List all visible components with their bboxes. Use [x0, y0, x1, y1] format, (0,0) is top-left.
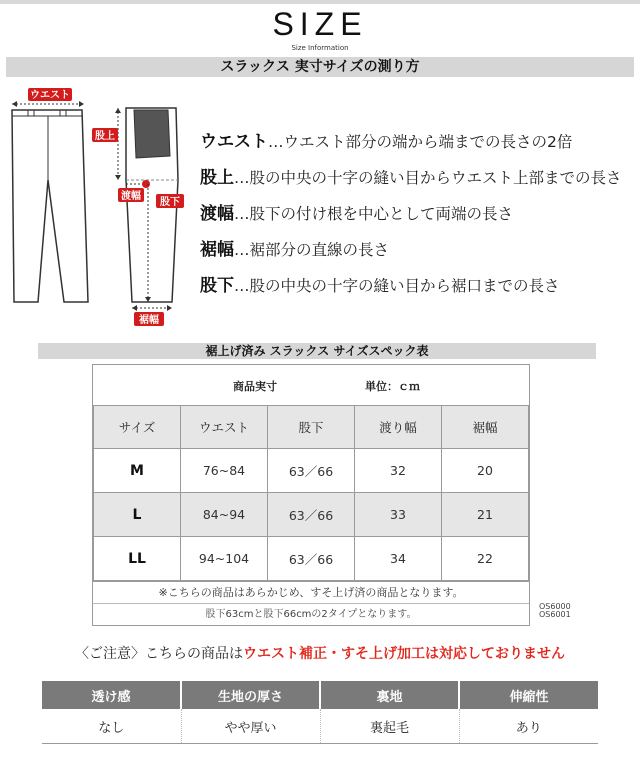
table-row	[94, 537, 529, 581]
table-row	[94, 493, 529, 537]
column-header: サイズ	[94, 406, 181, 449]
thigh-cell: 33	[355, 493, 442, 537]
fabric-header: 透け感	[42, 681, 181, 709]
crotch-point	[142, 180, 150, 188]
definition-item	[200, 124, 640, 160]
thigh-cell: 34	[355, 537, 442, 581]
product-code: OS6001	[539, 610, 571, 619]
fabric-value: なし	[42, 709, 181, 744]
definition-term: 渡幅	[200, 204, 234, 224]
fabric-header: 裏地	[320, 681, 459, 709]
definition-description: …股の中央の十字の縫い目から裾口までの長さ	[234, 277, 560, 295]
definition-item	[200, 268, 640, 304]
size-logo: SIZE	[272, 6, 368, 42]
inseam-cell: 63／66	[268, 537, 355, 581]
definition-term: 股下	[200, 276, 234, 296]
fabric-properties-table	[42, 681, 598, 744]
spec-heading: 裾上げ済み スラックス サイズスペック表	[38, 343, 596, 359]
spec-table-header	[93, 365, 529, 405]
fabric-value: 裏起毛	[320, 709, 459, 744]
size-cell: LL	[94, 537, 181, 581]
caution-prefix: 〈ご注意〉こちらの商品は	[75, 646, 243, 662]
size-cell: M	[94, 449, 181, 493]
rise-tag-label: 股上	[95, 131, 115, 142]
hem-cell: 21	[442, 493, 529, 537]
fabric-header: 生地の厚さ	[181, 681, 320, 709]
thigh-cell: 32	[355, 449, 442, 493]
inseam-cell: 63／66	[268, 449, 355, 493]
definition-term: ウエスト	[200, 132, 268, 152]
waist-cell: 76~84	[181, 449, 268, 493]
definition-term: 股上	[200, 168, 234, 188]
measure-heading: スラックス 実寸サイズの測り方	[6, 57, 634, 77]
definition-item	[200, 232, 640, 268]
waist-tag-label: ウエスト	[30, 90, 70, 101]
unit-label: 単位：ｃｍ	[365, 380, 420, 393]
pants-measure-diagram	[8, 80, 194, 328]
size-spec-table	[92, 364, 530, 626]
product-code: OS6000	[539, 602, 571, 611]
top-rule	[0, 0, 640, 4]
definition-item	[200, 160, 640, 196]
inseam-types-note: 股下63cmと股下66cmの2タイプとなります。	[93, 603, 529, 625]
hem-cell: 20	[442, 449, 529, 493]
waist-cell: 94~104	[181, 537, 268, 581]
thigh-tag-label: 渡幅	[121, 191, 141, 202]
inseam-cell: 63／66	[268, 493, 355, 537]
column-header: 裾幅	[442, 406, 529, 449]
table-row	[94, 449, 529, 493]
definition-description: …股下の付け根を中心として両端の長さ	[234, 205, 514, 223]
measure-definitions	[200, 124, 640, 304]
definition-item	[200, 196, 640, 232]
front-view-pants	[12, 110, 88, 302]
definition-term: 裾幅	[200, 240, 234, 260]
definition-description: …ウエスト部分の端から端までの長さの2倍	[268, 133, 573, 151]
column-header: 股下	[268, 406, 355, 449]
fabric-header: 伸縮性	[459, 681, 598, 709]
column-header: ウエスト	[181, 406, 268, 449]
spec-grid	[93, 405, 529, 581]
hem-cell: 22	[442, 537, 529, 581]
hem-tag-label: 裾幅	[139, 315, 159, 326]
size-cell: L	[94, 493, 181, 537]
column-header: 渡り幅	[355, 406, 442, 449]
spec-column-headers	[94, 406, 529, 449]
fabric-value: あり	[459, 709, 598, 744]
waist-cell: 84~94	[181, 493, 268, 537]
size-logo-subtitle: Size Information	[291, 44, 349, 52]
caution-notice	[0, 643, 640, 663]
fabric-headers	[42, 681, 598, 709]
spec-table-title: 商品実寸	[233, 380, 277, 393]
inseam-tag-label: 股下	[160, 197, 180, 208]
definition-description: …裾部分の直線の長さ	[234, 241, 390, 259]
caution-highlight: ウエスト補正・すそ上げ加工は対応しておりません	[243, 646, 565, 662]
product-codes	[539, 603, 571, 619]
hemmed-note: ※こちらの商品はあらかじめ、すそ上げ済の商品となります。	[93, 581, 529, 603]
fabric-value: やや厚い	[181, 709, 320, 744]
fabric-values	[42, 709, 598, 744]
definition-description: …股の中央の十字の縫い目からウエスト上部までの長さ	[234, 169, 622, 187]
